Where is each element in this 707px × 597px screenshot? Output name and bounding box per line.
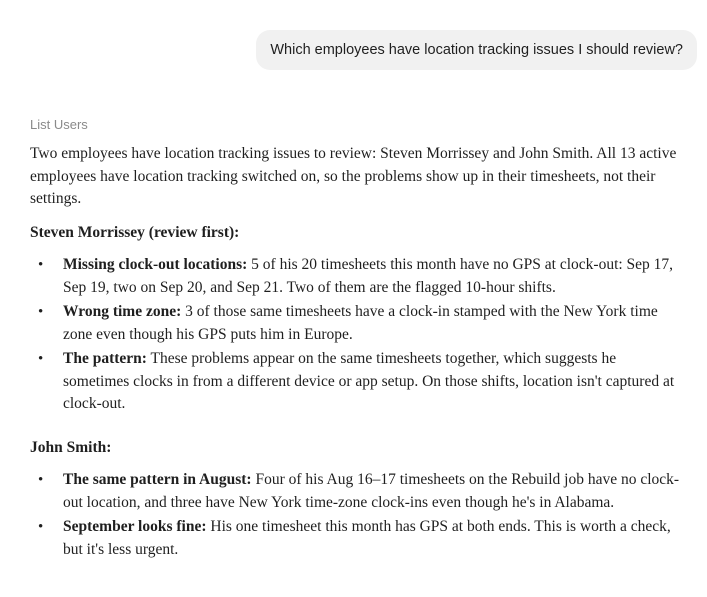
bullet-icon: • (38, 519, 44, 535)
response-intro: Two employees have location tracking issues to review: Steven Morrissey and John Smith. All 13 active employees have location tracking switched on, so the problems show up in their timesheets, not their settings. (30, 145, 677, 207)
list-item (38, 348, 680, 416)
issue-list-john (30, 469, 680, 561)
issue-list-steven (30, 254, 680, 416)
list-item-text: 3 of those same timesheets have a clock-in stamped with the New York time zone even though his GPS puts him in Europe. (63, 303, 658, 343)
list-item (38, 516, 680, 561)
user-message-text: Which employees have location tracking issues I should review? (270, 42, 683, 58)
list-item-label: The pattern: (63, 350, 147, 367)
section-heading-steven: Steven Morrissey (review first): (30, 223, 240, 241)
list-item-label: September looks fine: (63, 518, 207, 535)
list-item-label: The same pattern in August: (63, 471, 252, 488)
tool-call-label[interactable]: List Users (30, 117, 88, 132)
list-item-text: Four of his Aug 16–17 timesheets on the Rebuild job have no clock-out location, and three have New York time-zone clock-ins even though he's in Alabama. (63, 471, 680, 511)
list-item-label: Missing clock-out locations: (63, 256, 248, 273)
bullet-icon: • (38, 351, 44, 367)
assistant-response (30, 116, 680, 563)
list-item (38, 254, 680, 299)
bullet-icon: • (38, 304, 44, 320)
list-item (38, 301, 680, 346)
bullet-icon: • (38, 257, 44, 273)
list-item-text: 5 of his 20 timesheets this month have no GPS at clock-out: Sep 17, Sep 19, two on Sep 20, and Sep 21. Two of them are the flagged 10-hour shifts. (63, 256, 674, 296)
list-item (38, 469, 680, 514)
bullet-icon: • (38, 472, 44, 488)
section-heading-john: John Smith: (30, 438, 112, 456)
list-item-text: These problems appear on the same timesheets together, which suggests he sometimes clocks in from a different device or app setup. On those shifts, location isn't captured at clock-out. (63, 350, 675, 412)
user-message-bubble (256, 30, 697, 70)
list-item-label: Wrong time zone: (63, 303, 182, 320)
list-item-text: His one timesheet this month has GPS at both ends. This is worth a check, but it's less urgent. (63, 518, 671, 558)
